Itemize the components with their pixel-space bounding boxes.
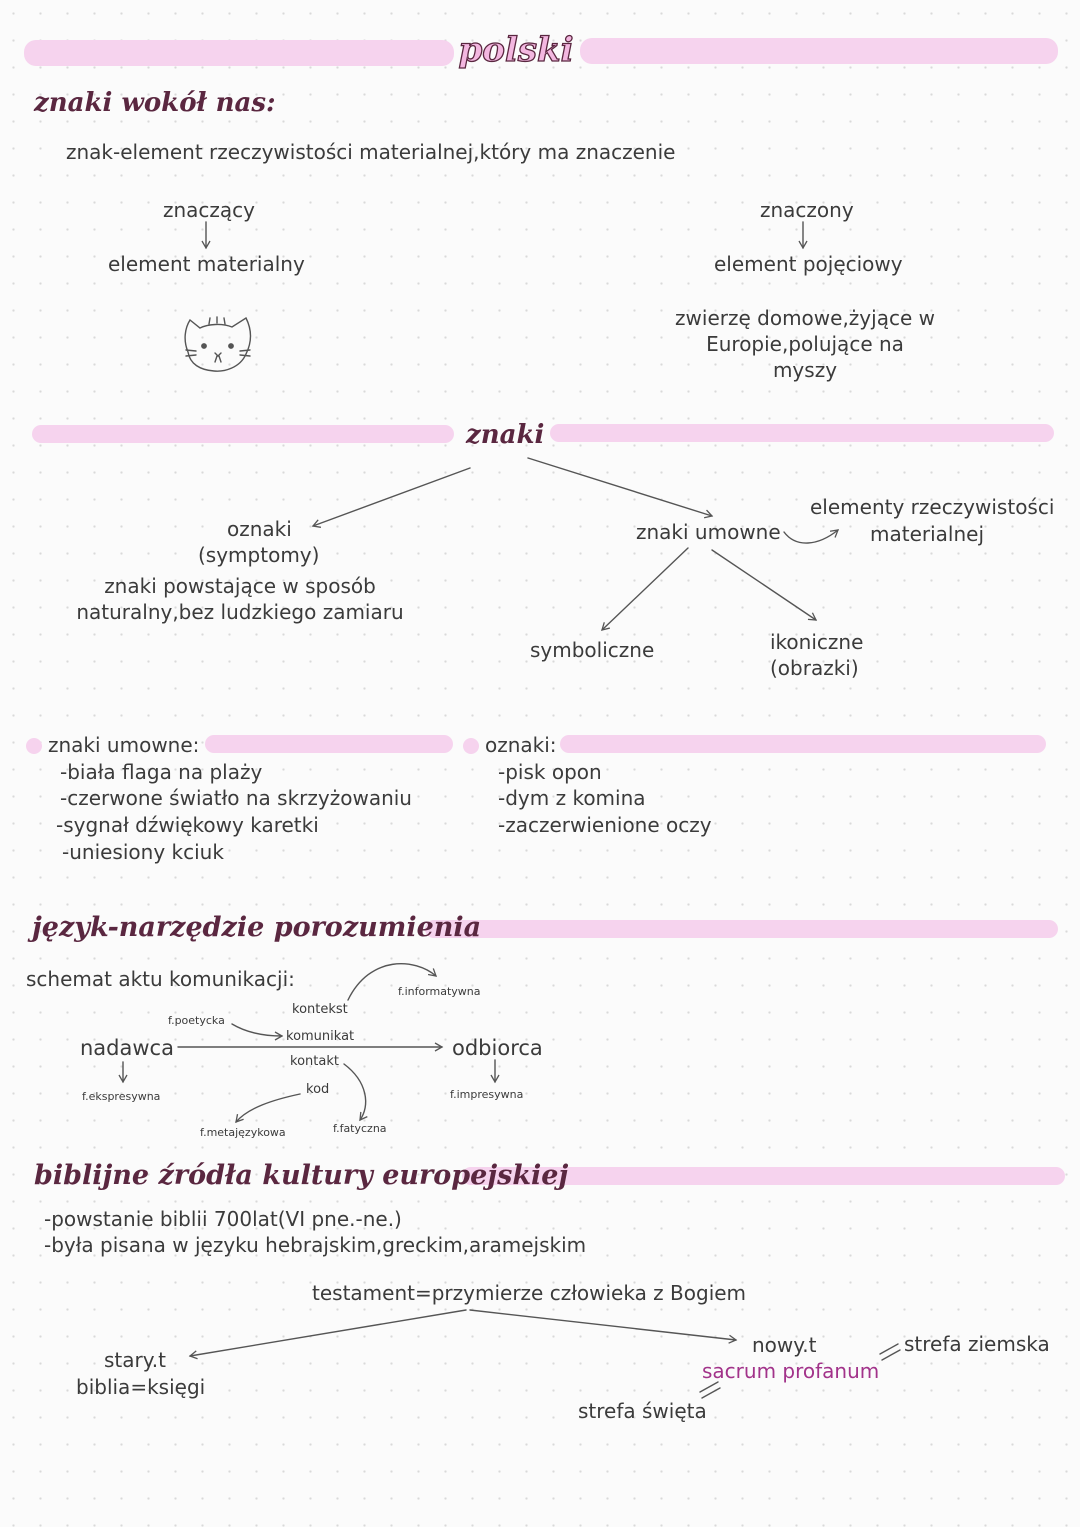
umowne-note-2: materialnej — [870, 522, 985, 546]
oznaki-desc-1: znaki powstające w sposób — [104, 574, 376, 598]
section-heading-znaki-wokol: znaki wokół nas: — [34, 88, 276, 118]
arrow-to-stary — [190, 1310, 466, 1356]
bible-line-2: -była pisana w języku hebrajskim,greckim,aramejskim — [44, 1233, 587, 1257]
label-nadawca: nadawca — [80, 1036, 174, 1060]
label-znaczony: znaczony — [760, 198, 854, 222]
subject-badge: polski — [458, 30, 574, 70]
oznaki-desc-2: naturalny,bez ludzkiego zamiaru — [76, 600, 404, 624]
label-f-poetycka: f.poetycka — [168, 1014, 225, 1027]
label-nowy-testament: nowy.t — [752, 1333, 817, 1357]
section-heading-jezyk: język-narzędzie porozumienia — [32, 912, 482, 943]
oznaki-item: -dym z komina — [498, 786, 646, 810]
arrow-to-nowy — [470, 1310, 736, 1340]
label-symptomy: (symptomy) — [198, 543, 320, 567]
label-element-pojeciowy: element pojęciowy — [714, 252, 903, 276]
jezyk-highlight — [425, 920, 1058, 938]
label-f-ekspresywna: f.ekspresywna — [82, 1090, 161, 1103]
label-f-metajezykowa: f.metajęzykowa — [200, 1126, 286, 1139]
definition-text: znak-element rzeczywistości materialnej,który ma znaczenie — [66, 140, 676, 164]
arrow-to-oznaki — [313, 468, 470, 526]
testament-definition: testament=przymierze człowieka z Bogiem — [312, 1281, 747, 1305]
umowne-highlight — [205, 735, 453, 753]
cat-description-3: myszy — [772, 358, 838, 382]
label-stary-testament: stary.t — [104, 1348, 166, 1372]
cat-icon — [185, 317, 250, 371]
arrow-poetycka — [232, 1024, 282, 1036]
header-highlight-right — [580, 38, 1058, 64]
label-kod: kod — [306, 1082, 330, 1097]
label-znaki-umowne: znaki umowne — [636, 520, 781, 544]
arrow-fatyczna — [344, 1064, 366, 1120]
label-ikoniczne: ikoniczne — [770, 630, 864, 654]
arrow-to-note — [784, 530, 838, 543]
label-znaczacy: znaczący — [163, 198, 256, 222]
label-element-materialny: element materialny — [108, 252, 305, 276]
label-kontekst: kontekst — [292, 1002, 348, 1017]
section-heading-znaki: znaki — [466, 420, 545, 450]
label-f-impresywna: f.impresywna — [450, 1088, 524, 1101]
equals-ziemska — [880, 1344, 900, 1360]
cat-description-1: zwierzę domowe,żyjące w — [675, 306, 935, 330]
oznaki-item: -pisk opon — [498, 760, 602, 784]
label-sacrum-profanum: sacrum profanum — [702, 1359, 880, 1383]
label-kontakt: kontakt — [290, 1054, 339, 1069]
oznaki-highlight — [560, 735, 1046, 753]
znaki-highlight-left — [32, 425, 454, 443]
bullet-dot-umowne — [26, 738, 42, 754]
label-symboliczne: symboliczne — [530, 638, 655, 662]
equals-swieta — [700, 1382, 720, 1398]
arrow-metajezykowa — [236, 1094, 300, 1122]
oznaki-list-title: oznaki: — [485, 733, 557, 757]
label-obrazki: (obrazki) — [770, 656, 859, 680]
label-f-informatywna: f.informatywna — [398, 985, 481, 998]
label-strefa-ziemska: strefa ziemska — [904, 1332, 1050, 1356]
header-highlight-left — [24, 40, 454, 66]
label-oznaki: oznaki — [227, 517, 292, 541]
umowne-item: -uniesiony kciuk — [62, 840, 224, 864]
schema-title: schemat aktu komunikacji: — [26, 967, 295, 991]
section-heading-biblia: biblijne źródła kultury europejskiej — [34, 1160, 569, 1191]
label-odbiorca: odbiorca — [452, 1036, 543, 1060]
label-strefa-swieta: strefa święta — [578, 1399, 707, 1423]
label-biblia-ksiegi: biblia=księgi — [76, 1375, 206, 1399]
oznaki-item: -zaczerwienione oczy — [498, 813, 712, 837]
umowne-item: -biała flaga na plaży — [60, 760, 263, 784]
znaki-highlight-right — [550, 424, 1054, 442]
arrow-to-symboliczne — [602, 548, 688, 630]
umowne-note-1: elementy rzeczywistości — [810, 495, 1055, 519]
bullet-dot-oznaki — [463, 738, 479, 754]
umowne-list-title: znaki umowne: — [48, 733, 200, 757]
arrow-to-umowne — [528, 458, 712, 516]
arrow-to-ikoniczne — [712, 550, 816, 620]
label-komunikat: komunikat — [286, 1029, 355, 1044]
label-f-fatyczna: f.fatyczna — [333, 1122, 387, 1135]
bible-line-1: -powstanie biblii 700lat(VI pne.-ne.) — [44, 1207, 402, 1231]
umowne-item: -czerwone światło na skrzyżowaniu — [60, 786, 412, 810]
umowne-item: -sygnał dźwiękowy karetki — [56, 813, 319, 837]
cat-description-2: Europie,polujące na — [706, 332, 904, 356]
